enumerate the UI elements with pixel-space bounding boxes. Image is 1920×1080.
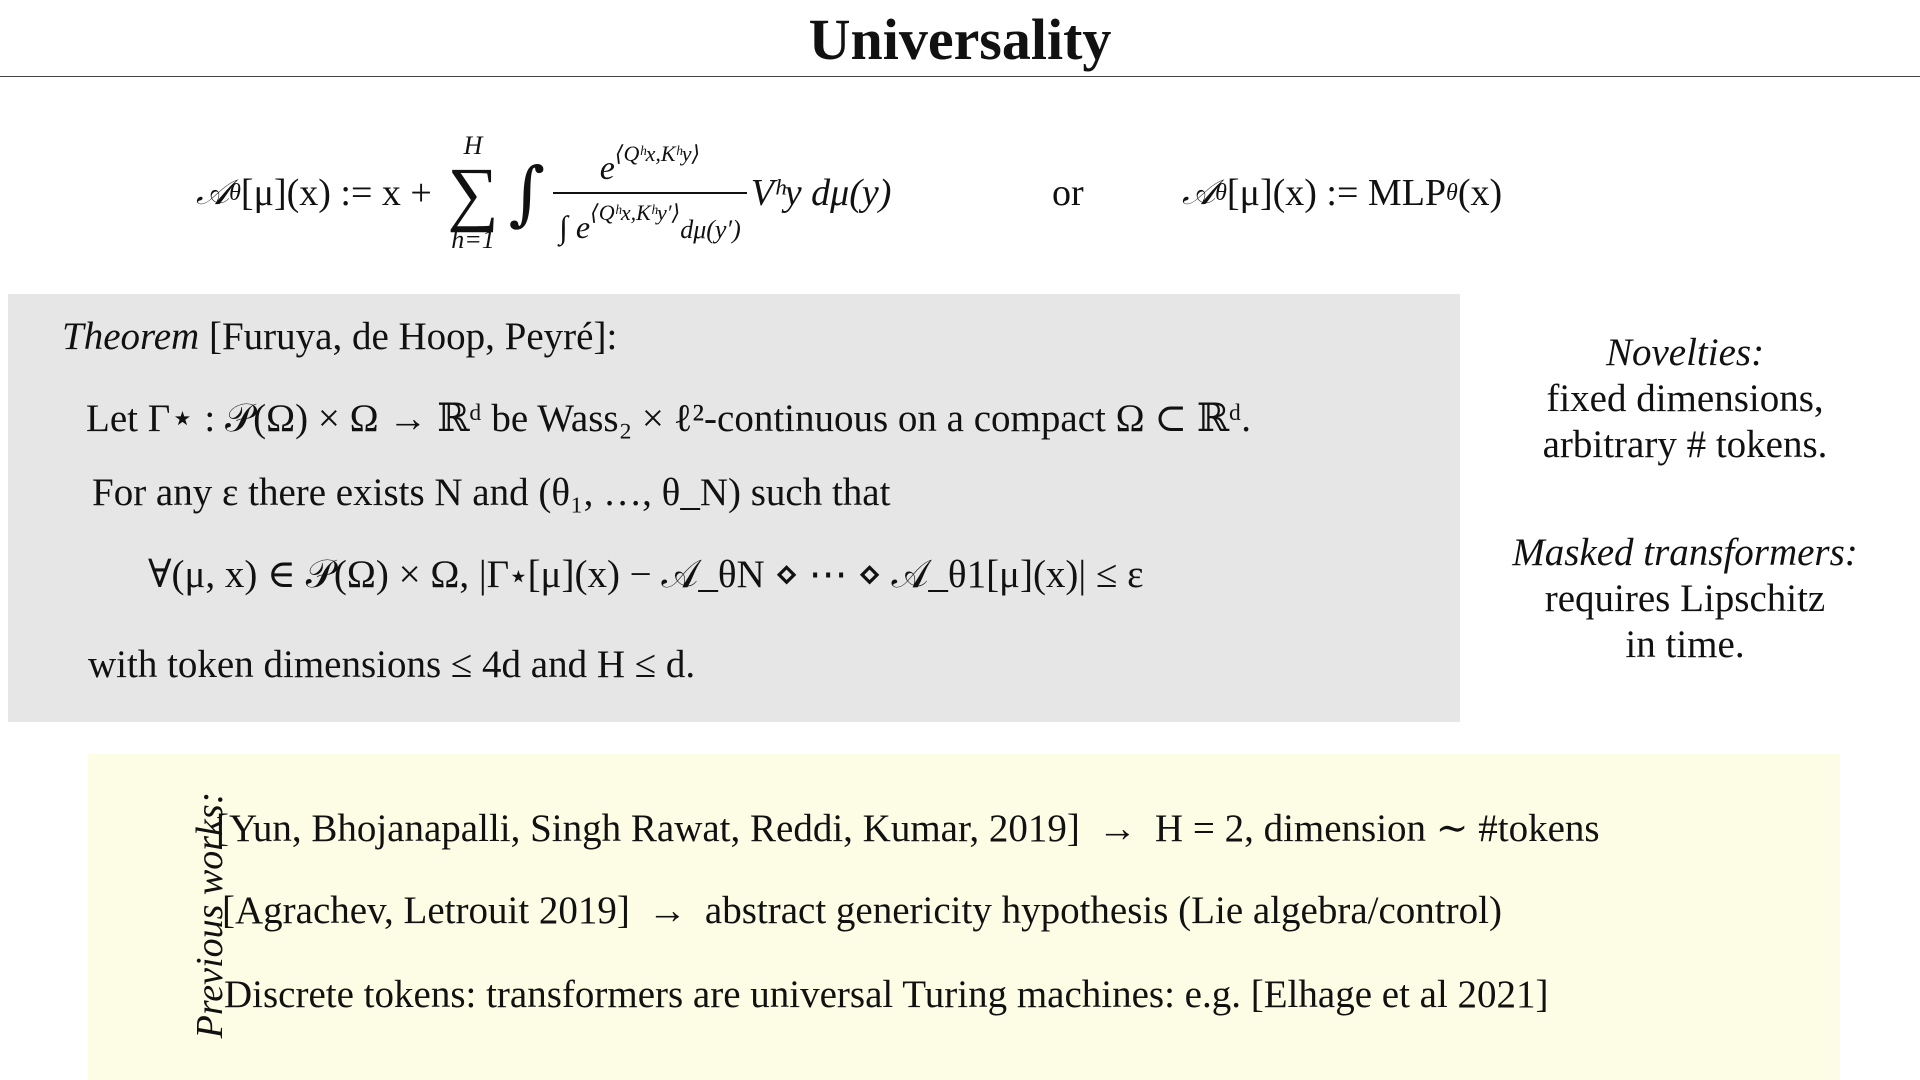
formula-lhs-symbol: 𝒜	[196, 173, 230, 213]
softmax-fraction	[553, 141, 747, 246]
denominator-exponent: ⟨Qʰx,Kʰy′⟩	[590, 199, 681, 225]
denominator-base: ∫ e	[559, 208, 591, 245]
formula-lhs-args: [μ](x) := x +	[240, 172, 442, 214]
rhs-subscript: θ	[1215, 179, 1227, 206]
formula-or-label: or	[1052, 172, 1084, 214]
rhs-symbol: 𝒜	[1182, 173, 1216, 213]
previous-work-item	[222, 888, 1502, 933]
sum-lower-limit: h=1	[451, 225, 495, 255]
previous-work-item	[224, 972, 1549, 1017]
theorem-line-3: For any ε there exists N and (θ₁, …, θ_N) such that	[92, 471, 891, 514]
sum-upper-limit: H	[463, 130, 483, 160]
arrow-icon: →	[1097, 807, 1137, 850]
sum-symbol: ∑	[447, 152, 499, 233]
previous-work-text: H = 2, dimension ∼ #tokens	[1154, 807, 1600, 850]
theorem-heading: Theorem	[62, 315, 200, 358]
formula-lhs-subscript: θ	[229, 179, 241, 206]
theorem-box	[8, 294, 1460, 722]
previous-works-box	[88, 754, 1840, 1080]
attention-formula	[196, 118, 891, 268]
title-divider	[0, 76, 1920, 77]
integral-symbol: ∫	[508, 152, 546, 234]
numerator-base: e	[599, 149, 615, 187]
fraction-denominator	[553, 194, 747, 246]
novelties-heading: Novelties:	[1605, 331, 1765, 374]
theorem-line-4: ∀(μ, x) ∈ 𝒫(Ω) × Ω, |Γ⋆[μ](x) − 𝒜_θN ⋄ ⋯ ⋄ 𝒜_θ1[μ](x)| ≤ ε	[148, 553, 1144, 596]
novelties-text-a: fixed dimensions,	[1546, 377, 1824, 420]
masked-transformers-text-b: in time.	[1625, 623, 1745, 666]
masked-transformers-text-a: requires Lipschitz	[1544, 577, 1826, 620]
theorem-authors: [Furuya, de Hoop, Peyré]:	[199, 315, 618, 358]
previous-work-text: abstract genericity hypothesis (Lie algebra/control)	[704, 889, 1502, 932]
previous-works-label: Previous works:	[189, 791, 231, 1039]
rhs-end: (x)	[1457, 172, 1503, 214]
slide-title: Universality	[808, 7, 1112, 72]
fraction-numerator	[594, 141, 706, 192]
sum-operator	[447, 130, 499, 255]
denominator-measure: dμ(y′)	[680, 214, 741, 244]
numerator-exponent: ⟨Qʰx,Kʰy⟩	[614, 140, 701, 166]
theorem-heading-line	[62, 314, 617, 359]
previous-work-ref: Discrete tokens: transformers are universal Turing machines: e.g. [Elhage et al 2021]	[224, 973, 1549, 1016]
novelties-block	[1478, 330, 1892, 468]
theorem-line-2: Let Γ⋆ : 𝒫(Ω) × Ω → ℝᵈ be Wass₂ × ℓ²-continuous on a compact Ω ⊂ ℝᵈ.	[86, 397, 1252, 440]
novelties-text-b: arbitrary # tokens.	[1542, 423, 1828, 466]
masked-transformers-heading: Masked transformers:	[1512, 531, 1858, 574]
rhs-args: [μ](x) := MLP	[1226, 172, 1447, 214]
masked-transformers-block	[1478, 530, 1892, 668]
theorem-line-5: with token dimensions ≤ 4d and H ≤ d.	[88, 643, 696, 686]
previous-work-ref: [Agrachev, Letrouit 2019]	[222, 889, 630, 932]
previous-work-ref: [Yun, Bhojanapalli, Singh Rawat, Reddi, Kumar, 2019]	[216, 807, 1080, 850]
previous-work-item	[216, 806, 1600, 851]
mlp-formula	[1182, 118, 1502, 268]
arrow-icon: →	[647, 889, 687, 932]
formula-tail: Vʰy dμ(y)	[750, 172, 892, 214]
rhs-mlp-subscript: θ	[1446, 179, 1458, 206]
